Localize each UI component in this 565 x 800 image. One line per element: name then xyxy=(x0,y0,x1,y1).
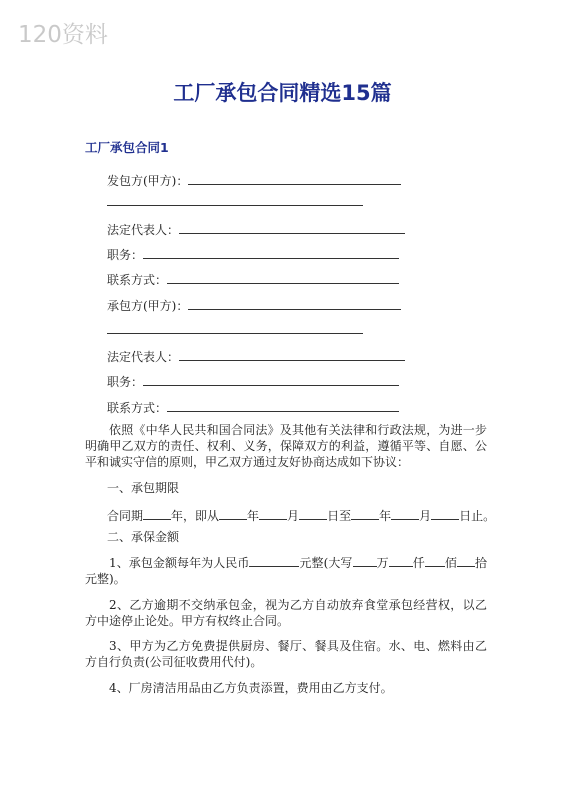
position-blank-2 xyxy=(143,374,399,386)
contact-blank-2 xyxy=(167,400,399,412)
term-blank-1 xyxy=(143,508,171,520)
item1-blank-bai xyxy=(425,555,445,567)
item1-text-e: 佰 xyxy=(444,556,457,570)
item-2-paragraph: 2、乙方逾期不交纳承包金，视为乙方自动放弃食堂承包经营权，以乙方中途停止论处。甲方有权终止合同。 xyxy=(85,598,487,628)
position-label-2: 职务： xyxy=(107,375,144,389)
term-blank-4 xyxy=(299,508,327,520)
item1-blank-shi xyxy=(457,555,475,567)
item1-blank-amount xyxy=(249,555,299,567)
item1-text-f: 拾元整)。 xyxy=(85,556,487,586)
contractor-label: 承包方(甲方)： xyxy=(107,299,189,313)
contractor-blank-line2 xyxy=(107,333,363,334)
term-text-4: 月 xyxy=(287,509,300,523)
employer-field xyxy=(107,173,401,189)
term-text-2: 年，即从 xyxy=(171,509,220,523)
term-blank-6 xyxy=(391,508,419,520)
employer-label: 发包方(甲方)： xyxy=(107,174,189,188)
contact-blank-1 xyxy=(167,272,399,284)
term-text-8: 日止。 xyxy=(459,509,496,523)
term-blank-5 xyxy=(351,508,379,520)
term-text-7: 月 xyxy=(419,509,432,523)
term-blank-7 xyxy=(431,508,459,520)
contractor-field xyxy=(107,298,401,314)
contractor-blank xyxy=(188,298,401,310)
legal-rep-label-2: 法定代表人： xyxy=(107,350,180,364)
legal-rep-field-2 xyxy=(107,349,405,365)
watermark: 120资料 xyxy=(18,22,108,48)
position-field-1 xyxy=(107,247,399,263)
contact-label-1: 联系方式： xyxy=(107,273,168,287)
position-label-1: 职务： xyxy=(107,248,144,262)
term-text-1: 合同期 xyxy=(107,509,144,523)
legal-rep-blank-1 xyxy=(179,222,405,234)
section-term-heading: 一、承包期限 xyxy=(107,481,180,495)
item1-text-d: 仟 xyxy=(412,556,425,570)
section-title: 工厂承包合同1 xyxy=(85,140,169,155)
item1-text-c: 万 xyxy=(376,556,389,570)
contact-field-1 xyxy=(107,272,399,288)
term-line xyxy=(107,508,495,524)
term-blank-2 xyxy=(219,508,247,520)
item1-blank-qian xyxy=(389,555,413,567)
item1-blank-wan xyxy=(353,555,377,567)
position-field-2 xyxy=(107,374,399,390)
term-text-6: 年 xyxy=(379,509,392,523)
document-title: 工厂承包合同精选15篇 xyxy=(173,81,392,105)
item-3-paragraph: 3、甲方为乙方免费提供厨房、餐厅、餐具及住宿。水、电、燃料由乙方自行负责(公司征收费用代付)。 xyxy=(85,639,487,669)
item1-text-a: 1、承包金额每年为人民币 xyxy=(109,556,250,570)
legal-rep-field-1 xyxy=(107,222,405,238)
term-text-5: 日至 xyxy=(327,509,352,523)
contact-field-2 xyxy=(107,400,399,416)
item-4-paragraph: 4、厂房清洁用品由乙方负责添置，费用由乙方支付。 xyxy=(109,681,393,695)
item1-text-b: 元整(大写 xyxy=(299,556,353,570)
contact-label-2: 联系方式： xyxy=(107,401,168,415)
intro-paragraph: 依照《中华人民共和国合同法》及其他有关法律和行政法规，为进一步明确甲乙双方的责任、权利、义务，保障双方的利益，遵循平等、自愿、公平和诚实守信的原则，甲乙双方通过友好协商达成如下协议： xyxy=(85,423,487,469)
item-1-paragraph xyxy=(85,555,487,587)
term-text-3: 年 xyxy=(247,509,260,523)
term-blank-3 xyxy=(259,508,287,520)
employer-blank xyxy=(188,173,401,185)
section-amount-heading: 二、承保金额 xyxy=(107,530,180,544)
employer-blank-line2 xyxy=(107,205,363,206)
legal-rep-blank-2 xyxy=(179,349,405,361)
legal-rep-label-1: 法定代表人： xyxy=(107,223,180,237)
position-blank-1 xyxy=(143,247,399,259)
